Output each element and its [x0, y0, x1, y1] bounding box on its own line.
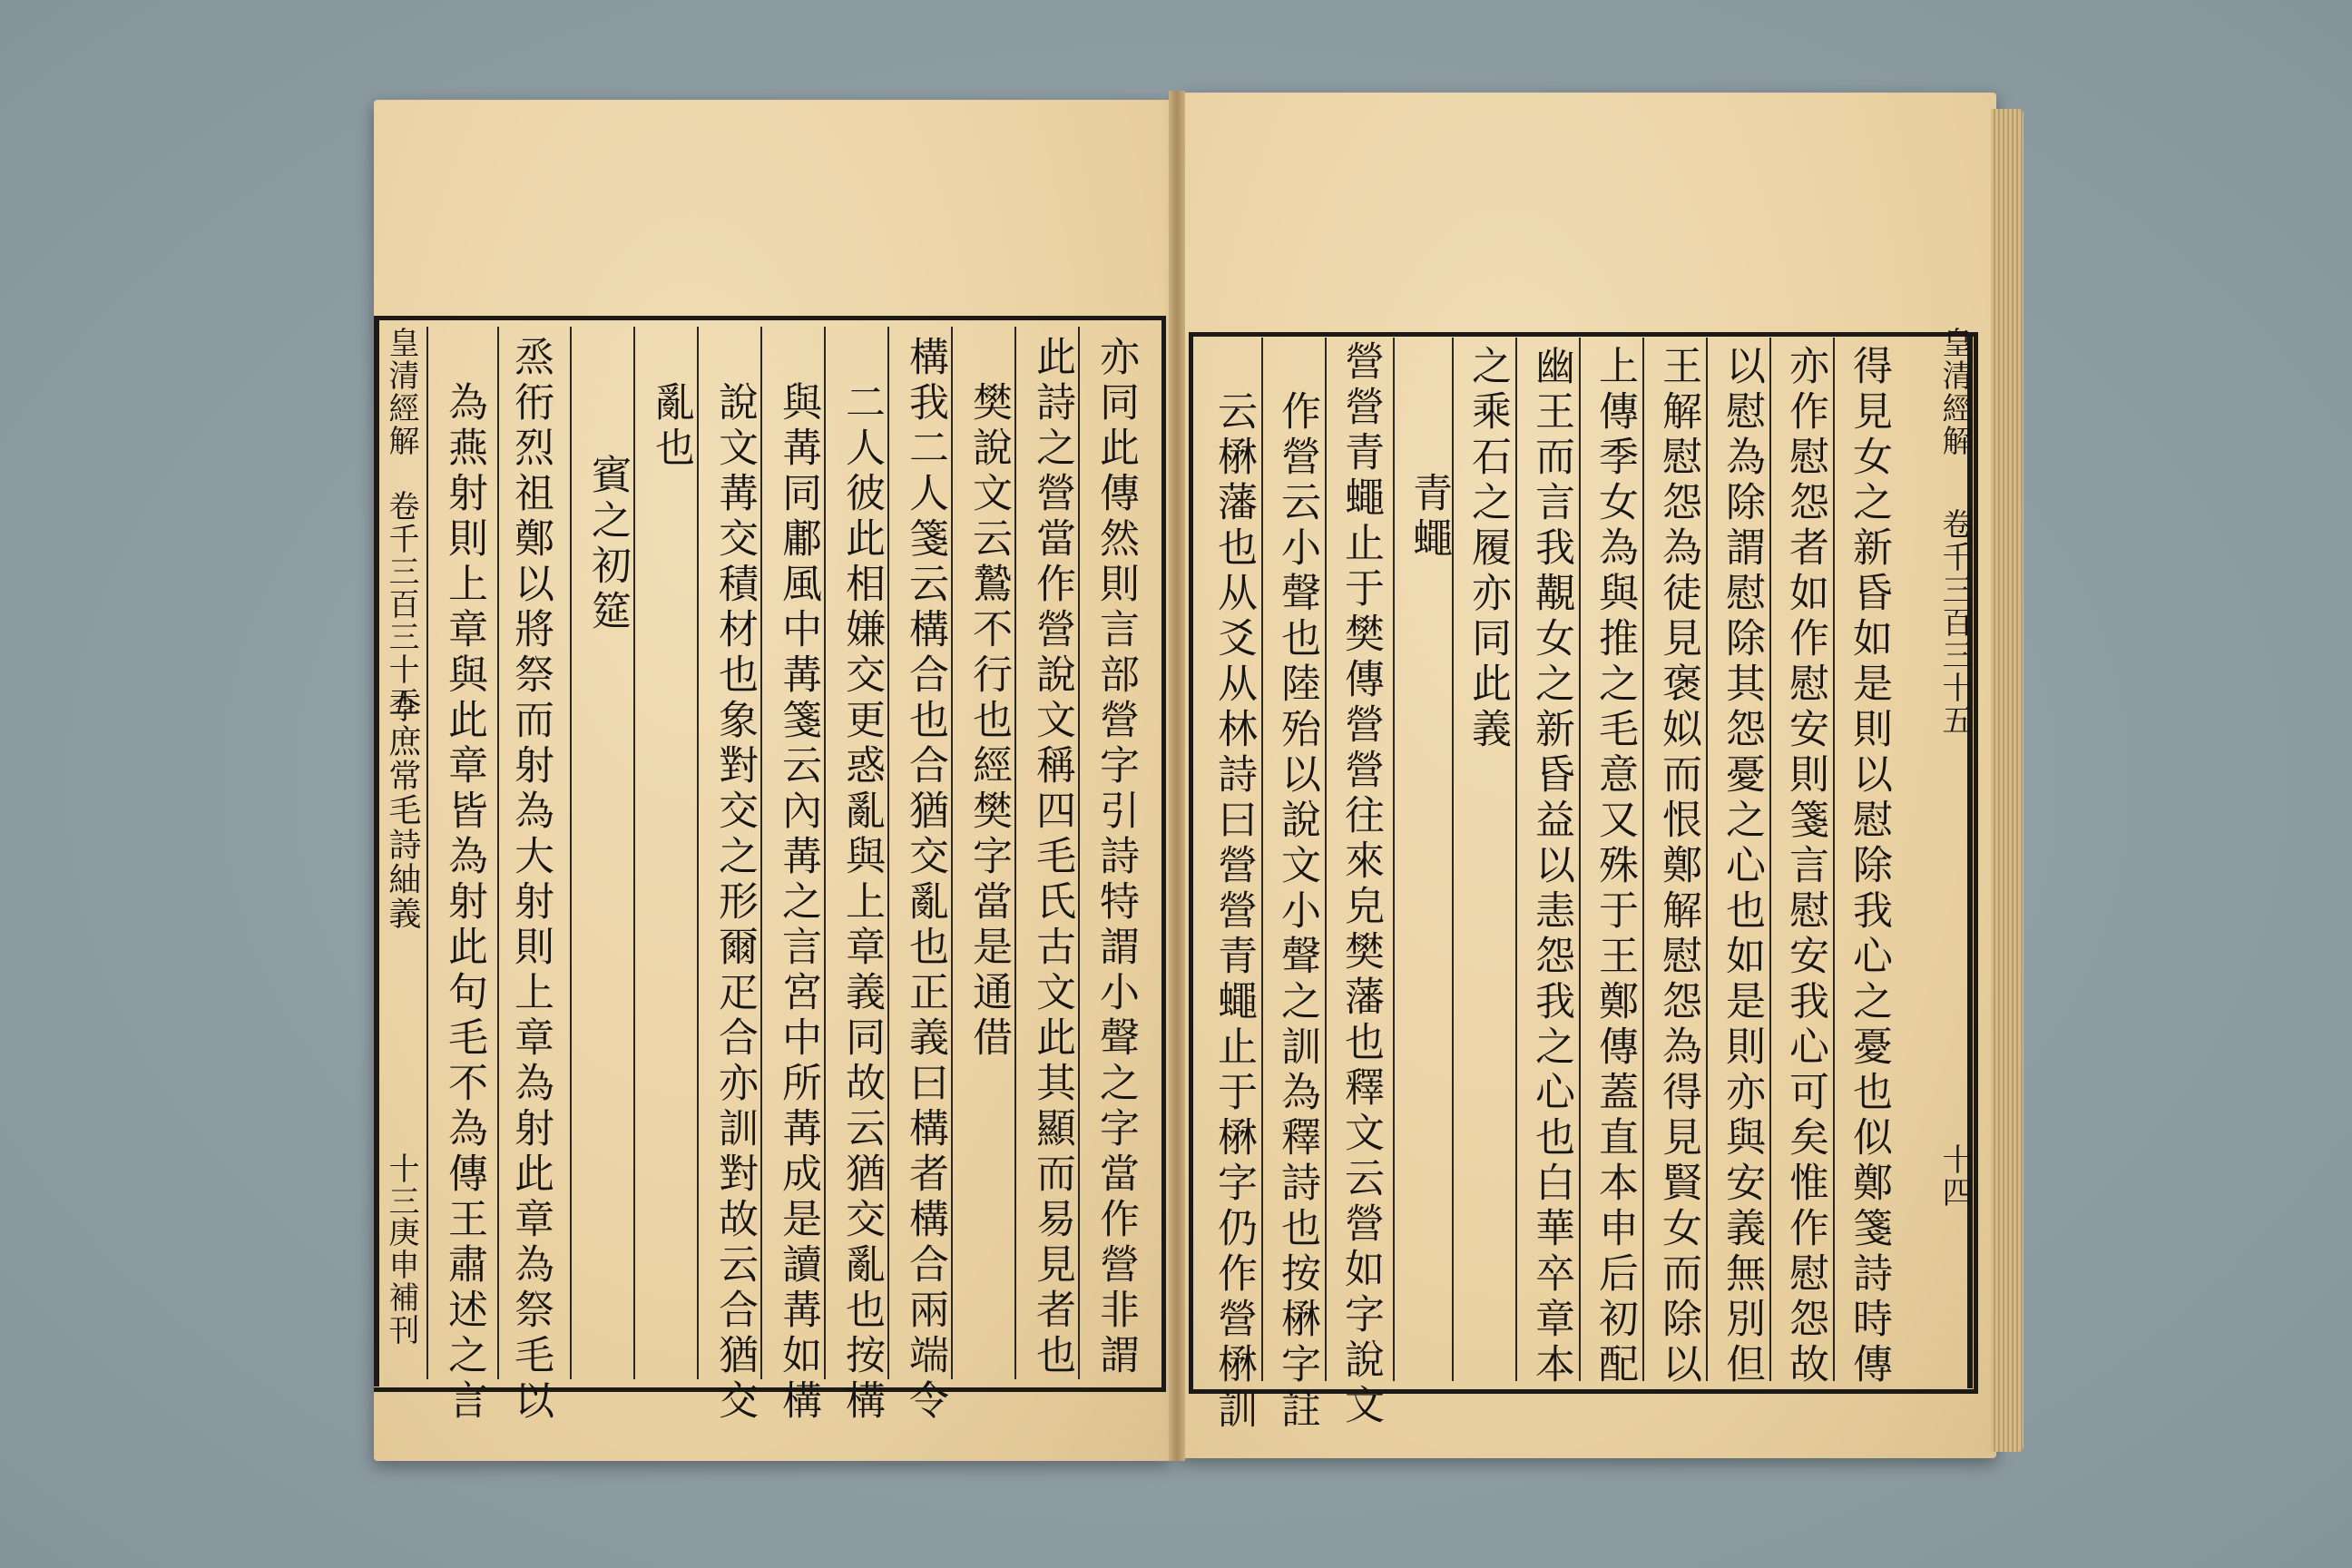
rule [1706, 338, 1708, 1381]
rule [1833, 338, 1835, 1381]
rule [633, 327, 635, 1379]
rule [1261, 338, 1263, 1381]
left-margin-folio: 十三 [383, 1152, 419, 1218]
text-column: 二人彼此相嫌交更惑亂與上章義同故云猶交亂也按構 [838, 381, 885, 1425]
section-heading: 賓之初筵 [584, 454, 631, 635]
text-column: 幽王而言我覯女之新昏益以恚怨我之心也白華卒章本 [1528, 345, 1574, 1388]
rule [760, 327, 762, 1379]
rule [426, 327, 428, 1379]
left-margin-work: 李庶常毛詩紬義 [384, 690, 421, 931]
rule [697, 327, 699, 1379]
text-column: 之乘石之履亦同此義 [1465, 345, 1511, 753]
text-column: 亦同此傳然則言部營字引詩特謂小聲之字當作營非謂 [1093, 336, 1139, 1379]
left-margin-edition: 庚申補刊 [383, 1216, 419, 1347]
section-heading: 青蠅 [1406, 472, 1452, 563]
text-column: 與冓同鄘風中冓箋云內冓之言宮中所冓成是讀冓如構 [775, 381, 821, 1425]
text-column: 說文冓交積材也象對交之形爾疋合亦訓對故云合猶交 [711, 381, 758, 1425]
text-column: 營營青蠅止于樊傳營營往來皃樊藩也釋文云營如字說文 [1338, 340, 1384, 1429]
page-edge-stack [1991, 109, 2024, 1452]
left-margin-juan: 卷千三百三十五 [383, 490, 419, 719]
text-column: 亦作慰怨者如作慰安則箋言慰安我心可矣惟作慰怨故 [1782, 345, 1828, 1388]
rule [824, 327, 826, 1379]
rule [497, 327, 499, 1379]
text-column: 云楙藩也从爻从林詩曰營營青蠅止于楙字仍作營楙訓 [1210, 390, 1257, 1434]
rule [1325, 338, 1327, 1381]
rule [1078, 327, 1080, 1379]
right-margin-border [1967, 332, 1973, 1388]
rule [1642, 338, 1644, 1381]
text-column: 為燕射則上章與此章皆為射此句毛不為傳王肅述之言 [441, 381, 487, 1425]
rule [1769, 338, 1771, 1381]
text-column: 亂也 [648, 381, 694, 472]
right-margin-title: 皇清經解 [1936, 327, 1973, 457]
rule [1515, 338, 1517, 1381]
rule [1579, 338, 1581, 1381]
book-gutter [1169, 91, 1185, 1461]
text-column: 此詩之營當作營說文稱四毛氏古文此其顯而易見者也 [1029, 336, 1075, 1379]
rule [1393, 338, 1395, 1381]
rule [951, 327, 953, 1379]
text-column: 王解慰怨為徒見褒姒而恨鄭解慰怨為得見賢女而除以 [1655, 345, 1701, 1388]
left-margin-title: 皇清經解 [383, 327, 419, 457]
text-column: 構我二人箋云構合也合猶交亂也正義曰構者構合兩端令 [902, 336, 948, 1425]
rule [570, 327, 572, 1379]
text-column: 樊說文云鷙不行也經樊字當是通借 [965, 381, 1012, 1062]
text-column: 得見女之新昏如是則以慰除我心之憂也似鄭箋詩時傳 [1846, 345, 1892, 1388]
rule [887, 327, 889, 1379]
right-margin-juan: 卷千三百三十五 [1936, 508, 1973, 737]
text-column: 作營云小聲也陸殆以說文小聲之訓為釋詩也按楙字註 [1274, 390, 1320, 1434]
text-column: 烝衎烈祖鄭以將祭而射為大射則上章為射此章為祭毛以 [507, 336, 554, 1425]
right-margin-folio: 十四 [1936, 1143, 1973, 1209]
text-column: 上傳季女為與推之毛意又殊于王鄭傳蓋直本申后初配 [1592, 345, 1638, 1388]
text-column: 以慰為除謂慰除其怨憂之心也如是則亦與安義無別但 [1719, 345, 1765, 1388]
rule [1014, 327, 1016, 1379]
